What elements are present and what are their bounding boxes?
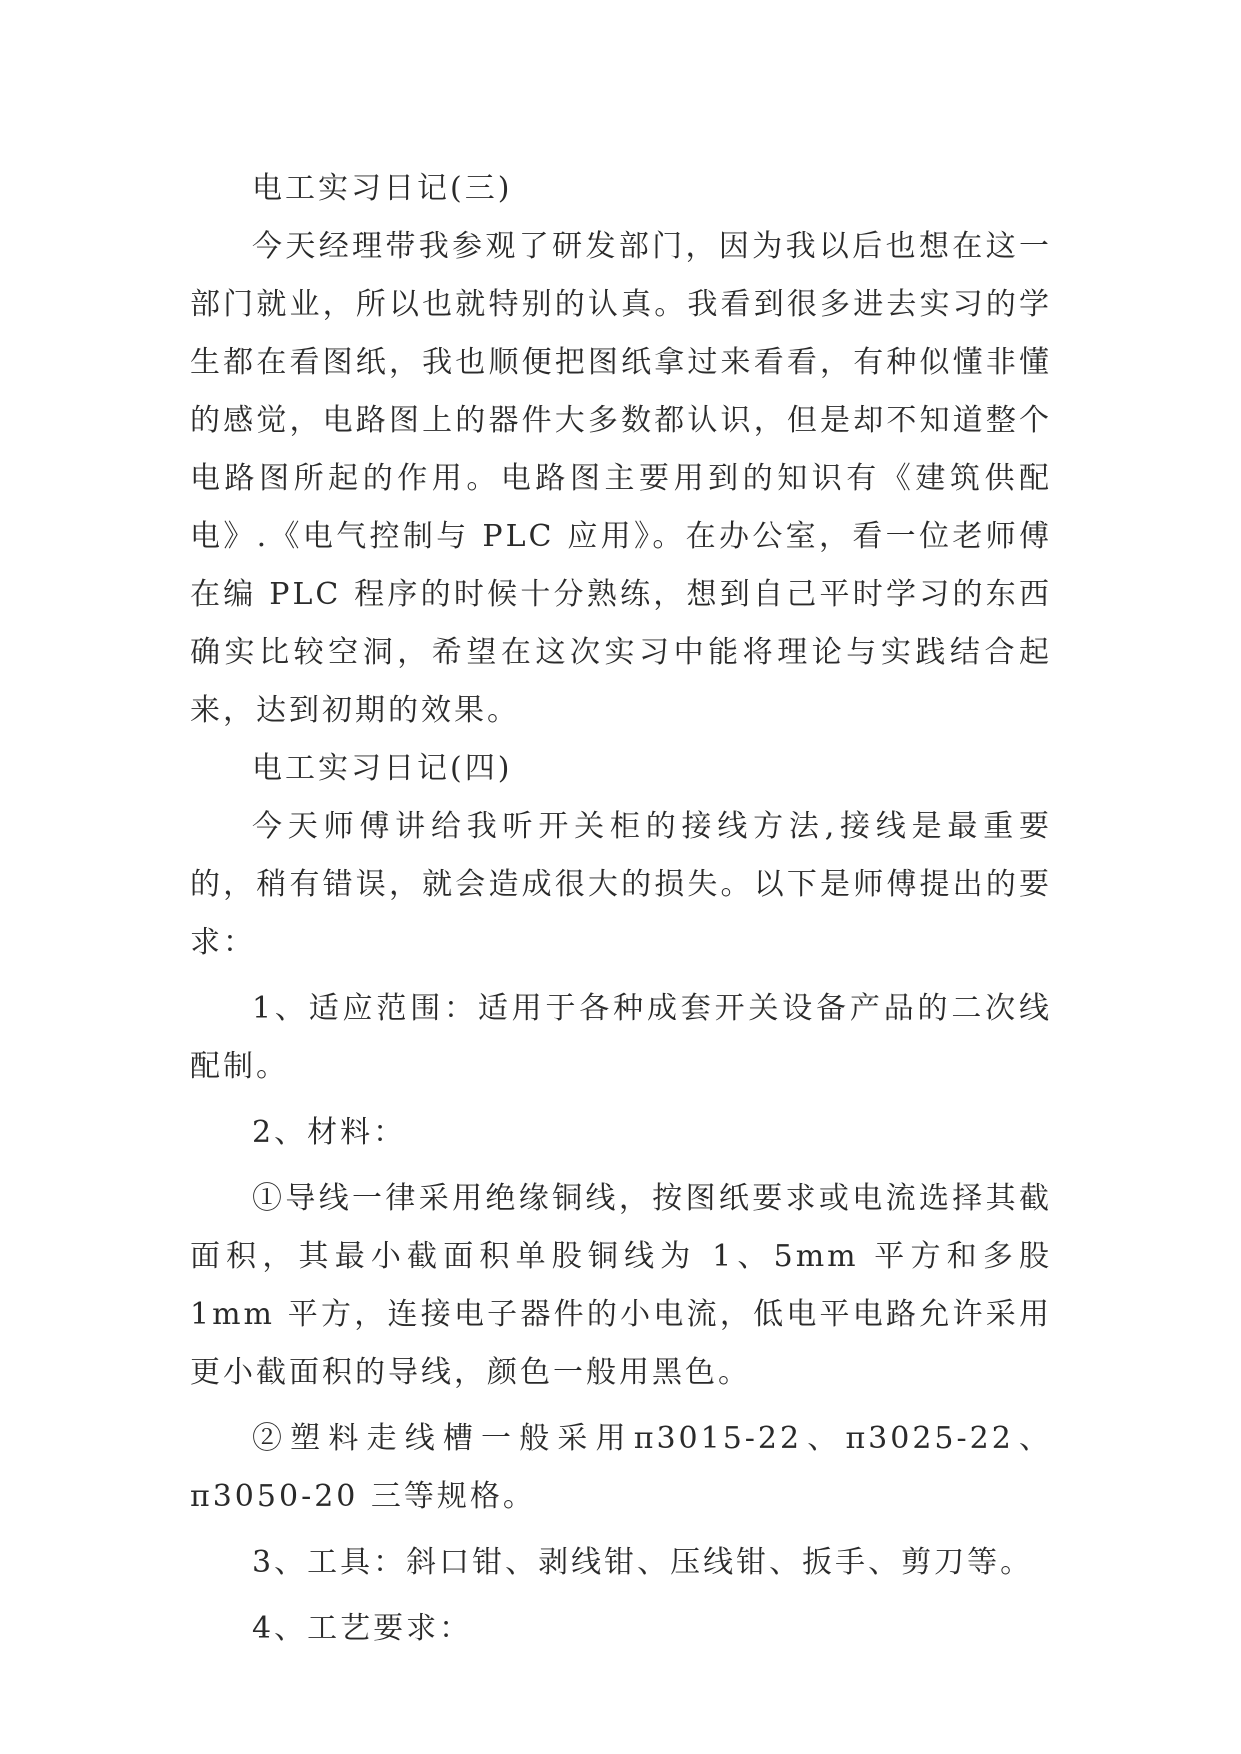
diary-3-paragraph: 今天经理带我参观了研发部门，因为我以后也想在这一部门就业，所以也就特别的认真。我看到很多进去实习的学生都在看图纸，我也顺便把图纸拿过来看看，有种似懂非懂的感觉，电路图上的器件大多数都认识，但是却不知道整个电路图所起的作用。电路图主要用到的知识有《建筑供配电》.《电气控制与 PLC 应用》。在办公室，看一位老师傅在编 PLC 程序的时候十分熟练，想到自己平时学习的东西确实比较空洞，希望在这次实习中能将理论与实践结合起来，达到初期的效果。	[190, 229, 1052, 728]
item-1-scope: 1、适应范围：适用于各种成套开关设备产品的二次线配制。	[190, 991, 1052, 1084]
diary-4-paragraph: 今天师傅讲给我听开关柜的接线方法,接线是最重要的，稍有错误，就会造成很大的损失。以下是师傅提出的要求：	[190, 809, 1052, 960]
item-4-process: 4、工艺要求：	[252, 1611, 473, 1646]
item-3-tools: 3、工具：斜口钳、剥线钳、压线钳、扳手、剪刀等。	[252, 1545, 1034, 1580]
item-2-2-trunking: ②塑料走线槽一般采用π3015-22、π3025-22、π3050-20 三等规格。	[190, 1421, 1052, 1514]
item-2-materials: 2、材料：	[252, 1115, 407, 1150]
document-body	[190, 160, 1052, 1658]
diary-4-title: 电工实习日记(四)	[252, 751, 513, 786]
item-2-1-wire: ①导线一律采用绝缘铜线，按图纸要求或电流选择其截面积，其最小截面积单股铜线为 1、5mm 平方和多股 1mm 平方，连接电子器件的小电流，低电平电路允许采用更小截面积的导线，颜色一般用黑色。	[190, 1181, 1052, 1390]
diary-3-title: 电工实习日记(三)	[252, 171, 513, 206]
